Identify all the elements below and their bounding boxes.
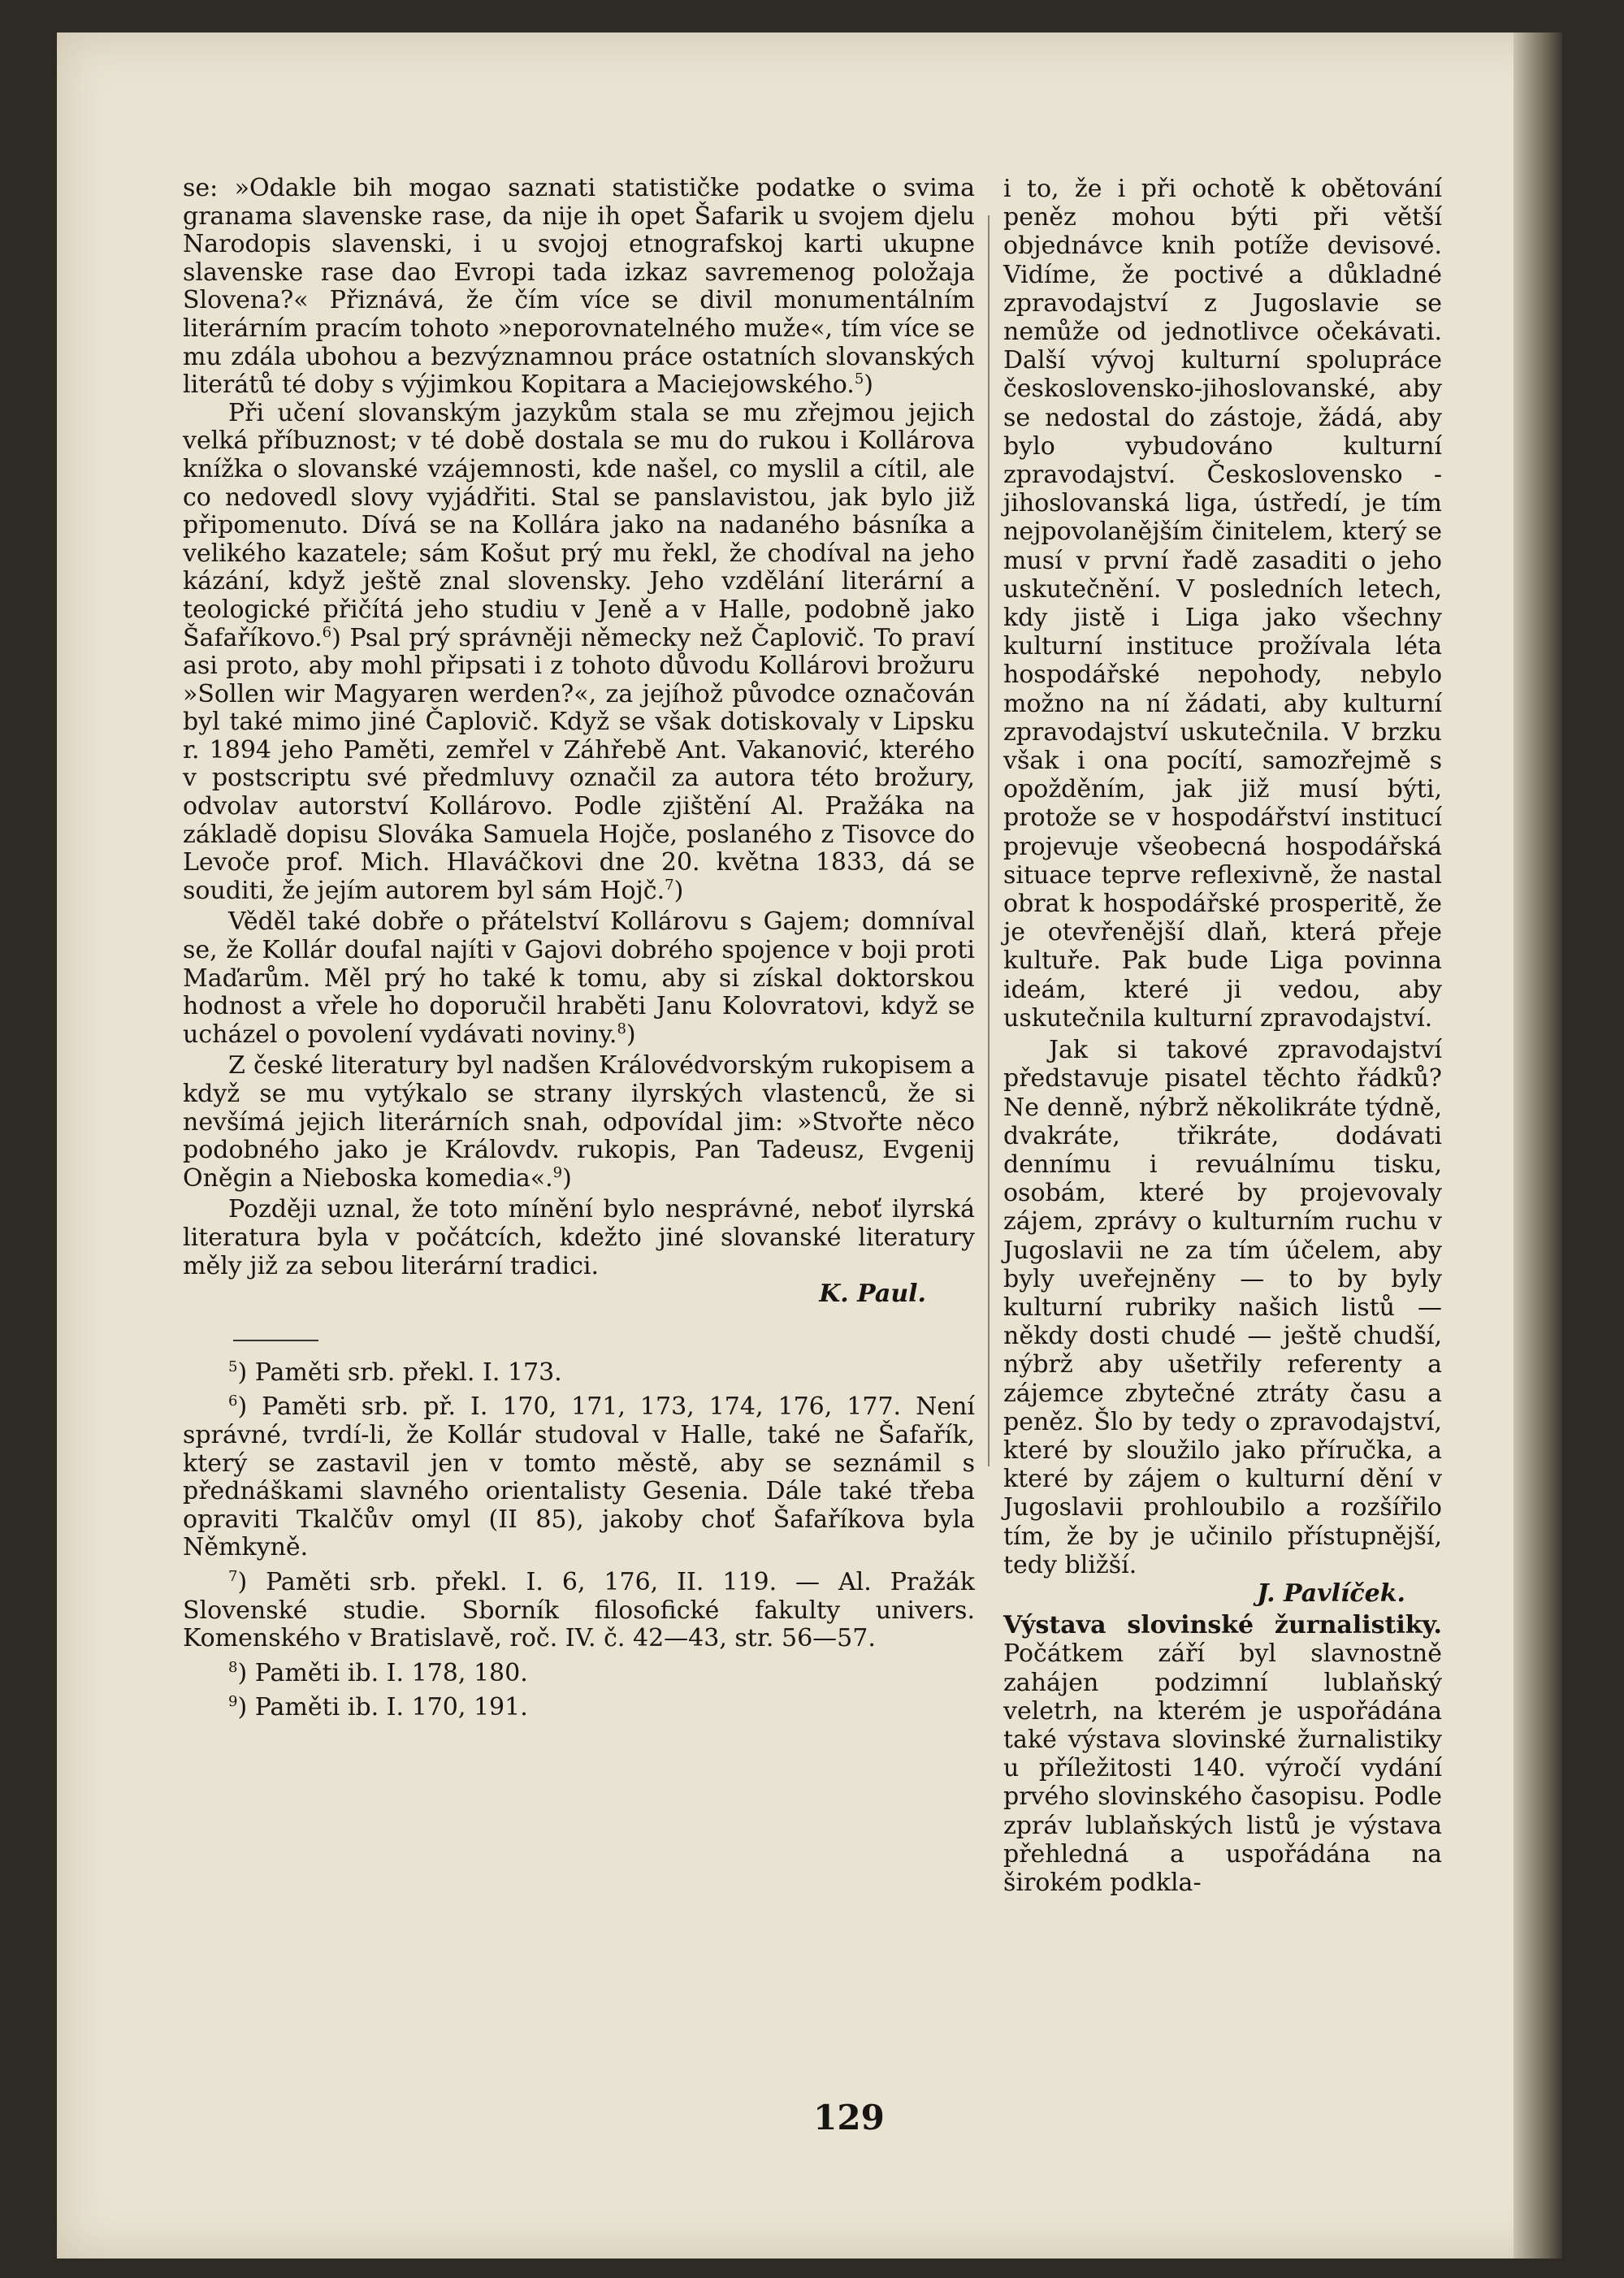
paragraph: Jak si takové zpravodajství představuje pisatel těchto řádků? Ne denně, nýbrž několikráte týdně, dvakráte, třikráte, dodávati dennímu i revuálnímu tisku, osobám, které by projevovaly zájem, zprávy o kulturním ruchu v Jugoslavii ne za tím účelem, aby byly uveřejněny — to by byly kulturní rubriky našich listů — někdy dosti chudé — ještě chudší, nýbrž aby ušetřily referenty a zájemce zbytečné ztráty času a peněz. Šlo by tedy o zpravodajství, které by sloužilo jako příručka, a které by zájem o kulturní dění v Jugoslavii prohloubilo a rozšířilo tím, že by je učinilo přístupnější, tedy bližší. xyxy=(1003,1036,1442,1579)
footnote: $^8$) Paměti ib. I. 178, 180. xyxy=(228,1658,528,1687)
footnote: $^7$) Paměti srb. překl. I. 6, 176, II. 119. — Al. Pražák Slovenské studie. Sborník filosofické fakulty univers. Komenského v Bratislavě, roč. IV. č. 42—43, str. 56—57. xyxy=(183,1567,975,1653)
footnote-ref: 6 xyxy=(322,623,332,641)
footnote-ref: 9 xyxy=(552,1163,563,1181)
page-spine-shadow xyxy=(1514,32,1562,2259)
footnote: $^5$) Paměti srb. překl. I. 173. xyxy=(228,1358,562,1387)
footnotes xyxy=(183,1359,975,1722)
news-item: Výstava slovinské žurnalistiky. Počátkem září byl slavnostně zahájen podzimní lublaňský veletrh, na kterém je uspořádána také výstava slovinské žurnalistiky u příležitosti 140. výročí vydání prvého slovinského časopisu. Podle zpráv lublaňských listů je výstava přehledná a uspořádána na širokém podkla- xyxy=(1003,1611,1442,1897)
footnote: $^9$) Paměti ib. I. 170, 191. xyxy=(228,1693,528,1722)
footnote-ref: 5 xyxy=(854,370,864,388)
footnote-ref: 8 xyxy=(617,1020,626,1037)
left-column xyxy=(183,175,975,1722)
right-column xyxy=(1003,175,1442,1897)
paragraph: se: »Odakle bih mogao saznati statističke podatke o svima granama slavenske rase, da nije ih opet Šafarik u svojem djelu Narodopis slavenski, i u svojoj etnografskoj karti ukupne slavenske rase dao Evropi tada izkaz savremenog položaja Slovena?« Přiznává, že čím více se divil monumentálním literárním pracím tohoto »neporovnatelného muže«, tím více se mu zdála ubohou a bezvýznamnou práce ostatních slovanských literátů té doby s výjimkou Kopitara a Maciejowského.$^5$) xyxy=(183,174,975,400)
author-signature: K. Paul. xyxy=(819,1280,926,1309)
footnote-ref: 7 xyxy=(665,876,674,894)
footnote-rule xyxy=(233,1340,318,1341)
paragraph: Z české literatury byl nadšen Královédvorským rukopisem a když se mu vytýkalo se strany ilyrských vlastenců, že si nevšímá jejich literárních snah, odpovídal jim: »Stvořte něco podobného jako je Královdv. rukopis, Pan Tadeusz, Evgenij Oněgin a Nieboska komedia«.$^9$) xyxy=(183,1051,975,1193)
author-signature: J. Pavlíček. xyxy=(1257,1579,1405,1608)
news-heading: Výstava slovinské žurnalistiky. xyxy=(1003,1611,1442,1640)
column-divider xyxy=(988,215,990,1466)
page-number: 129 xyxy=(813,2098,885,2137)
paragraph: Později uznal, že toto mínění bylo nesprávné, neboť ilyrská literatura byla v počátcích, kdežto jiné slovanské literatury měly již za sebou literární tradici. xyxy=(183,1195,975,1280)
paragraph: Při učení slovanským jazykům stala se mu zřejmou jejich velká příbuznost; v té době dostala se mu do rukou i Kollárova knížka o slovanské vzájemnosti, kde našel, co myslil a cítil, ale co nedovedl slovy vyjádřiti. Stal se panslavistou, jak bylo již připomenuto. Dívá se na Kollára jako na nadaného básníka a velikého kazatele; sám Košut prý mu řekl, že chodíval na jeho kázání, když ještě znal slovensky. Jeho vzdělání literární a teologické přičítá jeho studiu v Jeně a v Halle, podobně jako Šafaříkovo.$^6$) Psal prý správněji německy než Čaplovič. To praví asi proto, aby mohl připsati i z tohoto důvodu Kollárovi brožuru »Sollen wir Magyaren werden?«, za jejíhož původce označován byl také mimo jiné Čaplovič. Když se však dotiskovaly v Lipsku r. 1894 jeho Paměti, zemřel v Záhřebě Ant. Vakanović, kterého v postscriptu své předmluvy označil za autora této brožury, odvolav autorství Kollárovo. Podle zjištění Al. Pražáka na základě dopisu Slováka Samuela Hojče, poslaného z Tisovce do Levoče prof. Mich. Hlaváčkovi dne 20. května 1833, dá se souditi, že jejím autorem byl sám Hojč.$^7$) xyxy=(183,398,975,905)
paragraph: i to, že i při ochotě k obětování peněz mohou býti při větší objednávce knih potíže devisové. Vidíme, že poctivé a důkladné zpravodajství z Jugoslavie se nemůže od jednotlivce očekávati. Další vývoj kulturní spolupráce československo-jihoslovanské, aby se nedostal do zástoje, žádá, aby bylo vybudováno kulturní zpravodajství. Československo - jihoslovanská liga, ústředí, je tím nejpovolanějším činitelem, který se musí v první řadě zasaditi o jeho uskutečnění. V posledních letech, kdy jistě i Liga jako všechny kulturní instituce prožívala léta hospodářské nepohody, nebylo možno na ní žádati, aby kulturní zpravodajství uskutečnila. V brzku však i ona pocítí, samozřejmě s opožděním, jak již musí býti, protože se v hospodářství institucí projevuje všeobecná hospodářská situace teprve reflexivně, že nastal obrat k hospodářské prosperitě, že je otevřenější dlaň, která přeje kultuře. Pak bude Liga povinna ideám, které ji vedou, aby uskutečnila kulturní zpravodajství. xyxy=(1003,175,1442,1033)
book-page xyxy=(57,32,1562,2259)
paragraph: Věděl také dobře o přátelství Kollárovu s Gajem; domníval se, že Kollár doufal najíti v Gajovi dobrého spojence v boji proti Maďarům. Měl prý ho také k tomu, aby si získal doktorskou hodnost a vřele ho doporučil hraběti Janu Kolovratovi, když se ucházel o povolení vydávati noviny.$^8$) xyxy=(183,907,975,1049)
footnote: $^6$) Paměti srb. př. I. 170, 171, 173, 174, 176, 177. Není správné, tvrdí-li, že Kollár studoval v Halle, také ne Šafařík, který se zastavil jen v tomto městě, aby se seznámil s přednáškami slavného orientalisty Gesenia. Dále také třeba opraviti Tkalčův omyl (II 85), jakoby choť Šafaříkova byla Němkyně. xyxy=(183,1392,975,1562)
